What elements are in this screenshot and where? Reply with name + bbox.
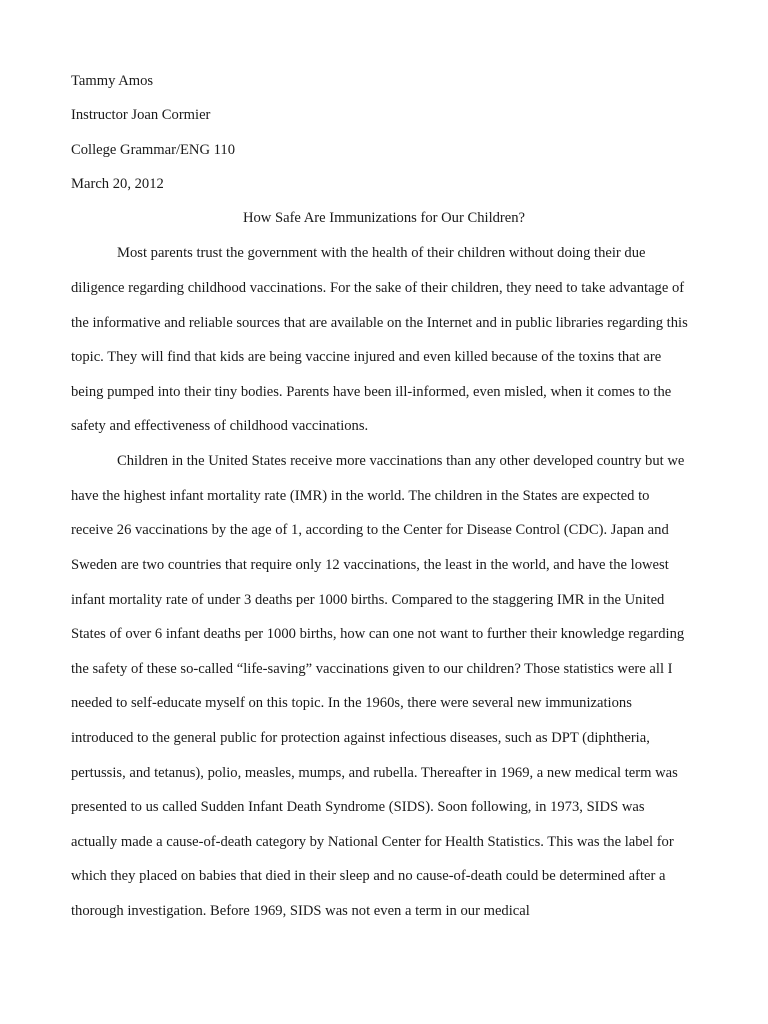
paragraph-line: actually made a cause-of-death category by National Center for Health Statistics. This was the label for [71, 834, 674, 850]
course-name: College Grammar/ENG 110 [71, 142, 236, 158]
paragraph-line: needed to self-educate myself on this topic. In the 1960s, there were several new immunizations [71, 695, 632, 711]
paragraph-line: pertussis, and tetanus), polio, measles, mumps, and rubella. Thereafter in 1969, a new medical term was [71, 765, 678, 781]
paragraph-line: the informative and reliable sources that are available on the Internet and in public libraries regarding this [71, 315, 688, 331]
paragraph-line: introduced to the general public for protection against infectious diseases, such as DPT (diphtheria, [71, 730, 650, 746]
paragraph-line: presented to us called Sudden Infant Death Syndrome (SIDS). Soon following, in 1973, SIDS was [71, 799, 645, 815]
paragraph-line: infant mortality rate of under 3 deaths per 1000 births. Compared to the staggering IMR in the United [71, 592, 665, 608]
paragraph-line: safety and effectiveness of childhood vaccinations. [71, 418, 369, 434]
document-date: March 20, 2012 [71, 176, 164, 192]
paragraph-line: being pumped into their tiny bodies. Parents have been ill-informed, even misled, when it comes to the [71, 384, 672, 400]
essay-title: How Safe Are Immunizations for Our Children? [242, 210, 526, 226]
paragraph-line: States of over 6 infant deaths per 1000 births, how can one not want to further their knowledge regarding [71, 626, 685, 642]
paragraph-line: Sweden are two countries that require only 12 vaccinations, the least in the world, and have the lowest [71, 557, 669, 573]
paragraph-line: which they placed on babies that died in their sleep and no cause-of-death could be determined after a [71, 868, 666, 884]
paragraph-line: receive 26 vaccinations by the age of 1, according to the Center for Disease Control (CDC). Japan and [71, 522, 669, 538]
paragraph-line: Most parents trust the government with the health of their children without doing their due [117, 245, 646, 261]
paragraph-line: Children in the United States receive more vaccinations than any other developed country but we [117, 453, 685, 469]
paragraph-line: the safety of these so-called “life-saving” vaccinations given to our children? Those statistics were all I [71, 661, 673, 677]
paragraph-line: have the highest infant mortality rate (IMR) in the world. The children in the States are expected to [71, 488, 650, 504]
paragraph-line: diligence regarding childhood vaccinations. For the sake of their children, they need to take advantage of [71, 280, 685, 296]
instructor-name: Instructor Joan Cormier [71, 107, 211, 123]
author-name: Tammy Amos [71, 73, 154, 89]
paragraph-line: topic. They will find that kids are being vaccine injured and even killed because of the toxins that are [71, 349, 662, 365]
paragraph-line: thorough investigation. Before 1969, SIDS was not even a term in our medical [71, 903, 530, 919]
